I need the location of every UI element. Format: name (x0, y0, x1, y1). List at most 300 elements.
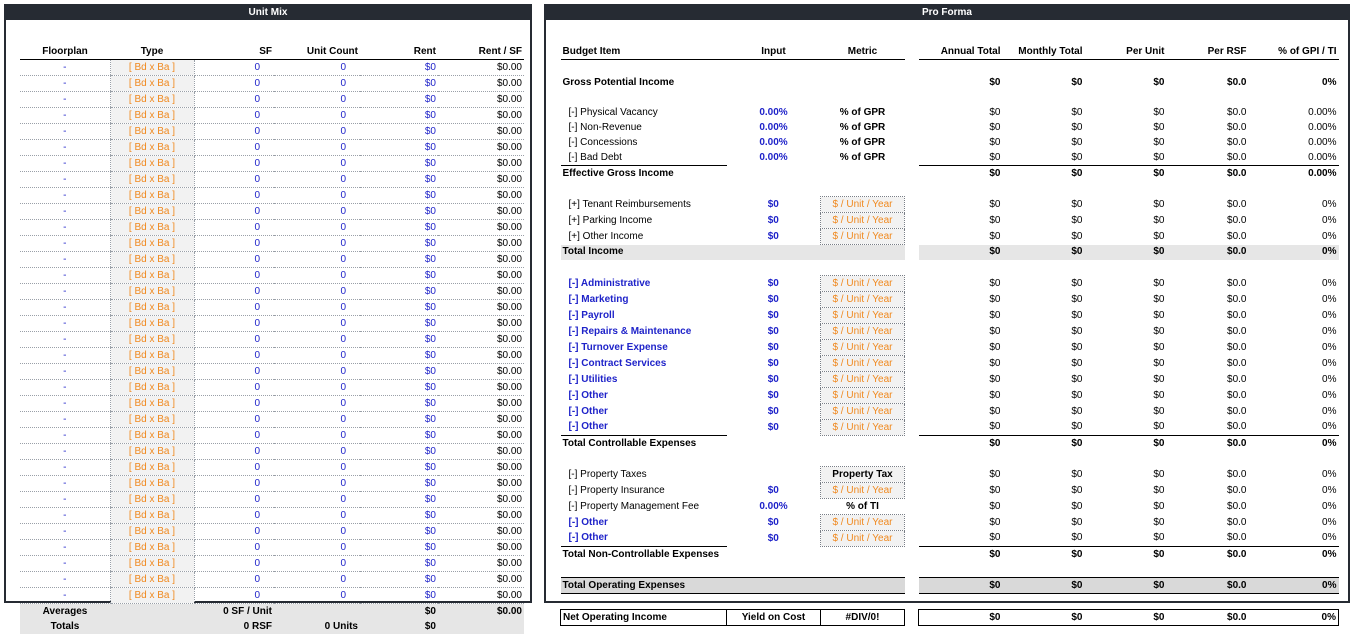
type-cell[interactable]: [ Bd x Ba ] (110, 124, 194, 140)
unit-count-cell[interactable]: 0 (274, 252, 360, 268)
floorplan-cell[interactable]: - (20, 172, 110, 188)
budget-row (561, 105, 1339, 120)
rent-sf-cell: $0.00 (438, 124, 524, 140)
floorplan-cell[interactable]: - (20, 492, 110, 508)
sf-cell[interactable]: 0 (194, 76, 274, 92)
floorplan-cell[interactable]: - (20, 396, 110, 412)
unit-count-cell[interactable]: 0 (274, 428, 360, 444)
metric-cell[interactable]: $ / Unit / Year (821, 324, 905, 340)
annual-total-cell: $0 (989, 309, 1001, 321)
floorplan-cell[interactable]: - (20, 140, 110, 156)
rent-cell[interactable]: $0 (360, 284, 438, 300)
rent-sf-cell: $0.00 (438, 412, 524, 428)
pct-of-gpi-cell: 0% (1322, 309, 1337, 321)
input-cell[interactable]: $0 (767, 532, 779, 544)
budget-item-label: [-] Property Management Fee (568, 500, 700, 512)
type-cell[interactable]: [ Bd x Ba ] (110, 508, 194, 524)
floorplan-cell[interactable]: - (20, 236, 110, 252)
metric-cell[interactable]: $ / Unit / Year (821, 340, 905, 356)
unit-count-cell[interactable]: 0 (274, 268, 360, 284)
rent-cell[interactable]: $0 (360, 188, 438, 204)
type-cell[interactable]: [ Bd x Ba ] (110, 156, 194, 172)
averages-label: Averages (20, 604, 110, 620)
sf-cell[interactable]: 0 (194, 188, 274, 204)
annual-total-cell: $0 (989, 500, 1001, 512)
sf-cell[interactable]: 0 (194, 396, 274, 412)
rent-sf-cell: $0.00 (438, 156, 524, 172)
floorplan-cell[interactable]: - (20, 588, 110, 604)
spacer-row (561, 181, 1339, 197)
rent-cell[interactable]: $0 (360, 300, 438, 316)
rent-cell[interactable]: $0 (360, 508, 438, 524)
type-cell[interactable]: [ Bd x Ba ] (110, 476, 194, 492)
unit-count-cell[interactable]: 0 (274, 204, 360, 220)
unit-row (20, 108, 524, 124)
rent-cell[interactable]: $0 (360, 156, 438, 172)
floorplan-cell[interactable]: - (20, 460, 110, 476)
sf-cell[interactable]: 0 (194, 556, 274, 572)
col-rent: Rent (360, 44, 438, 60)
type-cell[interactable]: [ Bd x Ba ] (110, 316, 194, 332)
sf-cell[interactable]: 0 (194, 140, 274, 156)
sf-cell[interactable]: 0 (194, 380, 274, 396)
unit-count-cell[interactable]: 0 (274, 76, 360, 92)
unit-count-cell[interactable]: 0 (274, 588, 360, 604)
unit-count-cell[interactable]: 0 (274, 92, 360, 108)
metric-cell[interactable]: $ / Unit / Year (821, 388, 905, 404)
unit-count-cell[interactable]: 0 (274, 508, 360, 524)
unit-count-cell[interactable]: 0 (274, 316, 360, 332)
rent-cell[interactable]: $0 (360, 60, 438, 76)
pct-of-gpi-cell: 0.00% (1249, 166, 1339, 182)
sf-cell[interactable]: 0 (194, 60, 274, 76)
metric-cell[interactable]: $ / Unit / Year (821, 531, 905, 547)
pct-of-gpi-cell: 0% (1322, 198, 1337, 210)
col-rent-sf: Rent / SF (438, 44, 524, 60)
unit-count-cell[interactable]: 0 (274, 60, 360, 76)
type-cell[interactable]: [ Bd x Ba ] (110, 556, 194, 572)
input-cell[interactable]: $0 (767, 325, 779, 337)
budget-item-label: [+] Tenant Reimbursements (568, 198, 691, 210)
sf-cell[interactable]: 0 (194, 316, 274, 332)
per-unit-cell: $0 (1153, 121, 1165, 133)
rent-sf-cell: $0.00 (438, 92, 524, 108)
unit-count-cell[interactable]: 0 (274, 460, 360, 476)
sf-cell[interactable]: 0 (194, 492, 274, 508)
metric-cell[interactable]: $ / Unit / Year (821, 356, 905, 372)
unit-count-cell[interactable]: 0 (274, 492, 360, 508)
sf-cell[interactable]: 0 (194, 156, 274, 172)
budget-row (561, 135, 1339, 150)
rent-cell[interactable]: $0 (360, 172, 438, 188)
input-cell[interactable]: $0 (767, 198, 779, 210)
rent-sf-cell: $0.00 (438, 588, 524, 604)
unit-count-cell[interactable]: 0 (274, 556, 360, 572)
per-unit-cell: $0 (1153, 198, 1165, 210)
rent-cell[interactable]: $0 (360, 588, 438, 604)
per-rsf-cell: $0.0 (1227, 277, 1247, 289)
budget-item-label: Net Operating Income (561, 610, 727, 626)
type-cell[interactable]: [ Bd x Ba ] (110, 588, 194, 604)
rent-cell[interactable]: $0 (360, 204, 438, 220)
floorplan-cell[interactable]: - (20, 188, 110, 204)
floorplan-cell[interactable]: - (20, 284, 110, 300)
metric-cell: % of TI (846, 500, 879, 512)
type-cell[interactable]: [ Bd x Ba ] (110, 108, 194, 124)
unit-count-cell[interactable]: 0 (274, 124, 360, 140)
rent-cell[interactable]: $0 (360, 76, 438, 92)
unit-count-cell[interactable]: 0 (274, 540, 360, 556)
input-cell (727, 75, 821, 90)
pct-of-gpi-cell: 0% (1249, 610, 1339, 626)
unit-count-cell[interactable]: 0 (274, 476, 360, 492)
rent-sf-cell: $0.00 (438, 396, 524, 412)
sf-cell[interactable]: 0 (194, 92, 274, 108)
rent-cell[interactable]: $0 (360, 236, 438, 252)
type-cell[interactable]: [ Bd x Ba ] (110, 492, 194, 508)
floorplan-cell[interactable]: - (20, 108, 110, 124)
floorplan-cell[interactable]: - (20, 444, 110, 460)
monthly-total-cell: $0 (1071, 421, 1083, 433)
per-unit-cell: $0 (1085, 578, 1167, 594)
annual-total-cell: $0 (989, 516, 1001, 528)
floorplan-cell[interactable]: - (20, 220, 110, 236)
sf-cell[interactable]: 0 (194, 220, 274, 236)
rent-sf-cell: $0.00 (438, 332, 524, 348)
unit-row (20, 236, 524, 252)
floorplan-cell[interactable]: - (20, 572, 110, 588)
monthly-total-cell: $0 (1071, 389, 1083, 401)
metric-cell[interactable]: $ / Unit / Year (821, 292, 905, 308)
unit-count-cell[interactable]: 0 (274, 108, 360, 124)
metric-cell[interactable]: $ / Unit / Year (821, 420, 905, 436)
input-cell[interactable]: 0.00% (759, 136, 788, 148)
sf-cell[interactable]: 0 (194, 348, 274, 364)
rent-cell[interactable]: $0 (360, 332, 438, 348)
sf-cell[interactable]: 0 (194, 412, 274, 428)
rent-cell[interactable]: $0 (360, 412, 438, 428)
input-cell[interactable]: 0.00% (759, 151, 788, 163)
sf-cell[interactable]: 0 (194, 300, 274, 316)
col-input: Input (727, 44, 821, 60)
budget-row (561, 420, 1339, 436)
sf-cell[interactable]: 0 (194, 444, 274, 460)
rent-cell[interactable]: $0 (360, 140, 438, 156)
metric-cell[interactable]: $ / Unit / Year (821, 276, 905, 292)
sf-cell[interactable]: 0 (194, 460, 274, 476)
per-rsf-cell: $0.0 (1227, 214, 1247, 226)
per-unit-cell: $0 (1153, 357, 1165, 369)
input-cell[interactable]: $0 (767, 277, 779, 289)
metric-cell[interactable]: $ / Unit / Year (821, 404, 905, 420)
unit-row (20, 588, 524, 604)
rent-cell[interactable]: $0 (360, 364, 438, 380)
type-cell[interactable]: [ Bd x Ba ] (110, 444, 194, 460)
sf-cell[interactable]: 0 (194, 364, 274, 380)
floorplan-cell[interactable]: - (20, 428, 110, 444)
sf-cell[interactable]: 0 (194, 524, 274, 540)
unit-count-cell[interactable]: 0 (274, 364, 360, 380)
input-cell[interactable]: $0 (767, 373, 779, 385)
type-cell[interactable]: [ Bd x Ba ] (110, 268, 194, 284)
rent-cell[interactable]: $0 (360, 380, 438, 396)
type-cell[interactable]: [ Bd x Ba ] (110, 284, 194, 300)
floorplan-cell[interactable]: - (20, 556, 110, 572)
unit-count-cell[interactable]: 0 (274, 332, 360, 348)
unit-count-cell[interactable]: 0 (274, 444, 360, 460)
input-cell[interactable]: $0 (767, 341, 779, 353)
unit-count-cell[interactable]: 0 (274, 348, 360, 364)
per-unit-cell: $0 (1153, 106, 1165, 118)
spacer-row (561, 451, 1339, 467)
type-cell[interactable]: [ Bd x Ba ] (110, 412, 194, 428)
per-unit-cell: $0 (1153, 309, 1165, 321)
budget-row (561, 610, 1339, 626)
type-cell[interactable]: [ Bd x Ba ] (110, 540, 194, 556)
per-rsf-cell: $0.0 (1227, 468, 1247, 480)
rent-cell[interactable]: $0 (360, 492, 438, 508)
annual-total-cell: $0 (989, 325, 1001, 337)
rent-cell[interactable]: $0 (360, 316, 438, 332)
input-cell[interactable]: $0 (767, 389, 779, 401)
rent-cell[interactable]: $0 (360, 556, 438, 572)
type-cell[interactable]: [ Bd x Ba ] (110, 348, 194, 364)
rent-cell[interactable]: $0 (360, 572, 438, 588)
sf-cell[interactable]: 0 (194, 124, 274, 140)
floorplan-cell[interactable]: - (20, 348, 110, 364)
sf-cell[interactable]: 0 (194, 540, 274, 556)
rent-cell[interactable]: $0 (360, 92, 438, 108)
metric-cell[interactable]: $ / Unit / Year (821, 197, 905, 213)
input-cell (727, 578, 821, 594)
input-cell[interactable]: 0.00% (759, 121, 788, 133)
floorplan-cell[interactable]: - (20, 300, 110, 316)
unit-count-cell[interactable]: 0 (274, 396, 360, 412)
budget-row (561, 292, 1339, 308)
per-rsf-cell: $0.0 (1227, 500, 1247, 512)
metric-cell[interactable]: $ / Unit / Year (821, 229, 905, 245)
type-cell[interactable]: [ Bd x Ba ] (110, 364, 194, 380)
rent-cell[interactable]: $0 (360, 460, 438, 476)
type-cell[interactable]: [ Bd x Ba ] (110, 76, 194, 92)
per-rsf-cell: $0.0 (1227, 341, 1247, 353)
budget-row (561, 515, 1339, 531)
rent-cell[interactable]: $0 (360, 396, 438, 412)
rent-cell[interactable]: $0 (360, 524, 438, 540)
budget-row (561, 120, 1339, 135)
unit-count-cell[interactable]: 0 (274, 524, 360, 540)
floorplan-cell[interactable]: - (20, 380, 110, 396)
sf-cell[interactable]: 0 (194, 588, 274, 604)
per-unit-cell: $0 (1085, 166, 1167, 182)
monthly-total-cell: $0 (1071, 76, 1083, 88)
unit-count-cell[interactable]: 0 (274, 300, 360, 316)
metric-cell[interactable]: $ / Unit / Year (821, 372, 905, 388)
type-cell[interactable]: [ Bd x Ba ] (110, 92, 194, 108)
floorplan-cell[interactable]: - (20, 252, 110, 268)
floorplan-cell[interactable]: - (20, 124, 110, 140)
rent-cell[interactable]: $0 (360, 252, 438, 268)
pct-of-gpi-cell: 0% (1322, 421, 1337, 433)
monthly-total-cell: $0 (1071, 198, 1083, 210)
budget-row (561, 340, 1339, 356)
input-cell[interactable]: 0.00% (759, 106, 788, 118)
unit-count-cell[interactable]: 0 (274, 220, 360, 236)
col-monthly-total: Monthly Total (1003, 44, 1085, 60)
per-rsf-cell: $0.0 (1167, 547, 1249, 563)
floorplan-cell[interactable]: - (20, 92, 110, 108)
rent-cell[interactable]: $0 (360, 108, 438, 124)
col-type: Type (110, 44, 194, 60)
pro-forma-panel (544, 4, 1350, 623)
input-cell[interactable]: 0.00% (759, 500, 788, 512)
unit-count-cell[interactable]: 0 (274, 284, 360, 300)
rent-cell[interactable]: $0 (360, 220, 438, 236)
sf-cell[interactable]: 0 (194, 572, 274, 588)
sf-cell[interactable]: 0 (194, 252, 274, 268)
unit-count-cell[interactable]: 0 (274, 380, 360, 396)
metric-cell[interactable]: $ / Unit / Year (821, 515, 905, 531)
floorplan-cell[interactable]: - (20, 364, 110, 380)
budget-item-label: [-] Other (568, 389, 608, 401)
sf-cell[interactable]: 0 (194, 108, 274, 124)
floorplan-cell[interactable]: - (20, 156, 110, 172)
pct-of-gpi-cell: 0.00% (1308, 136, 1337, 148)
floorplan-cell[interactable]: - (20, 476, 110, 492)
sf-cell[interactable]: 0 (194, 172, 274, 188)
type-cell[interactable]: [ Bd x Ba ] (110, 140, 194, 156)
budget-item-label: [-] Other (568, 516, 608, 528)
metric-cell (821, 166, 905, 182)
metric-cell[interactable]: Property Tax (821, 467, 905, 483)
type-cell[interactable]: [ Bd x Ba ] (110, 236, 194, 252)
rent-cell[interactable]: $0 (360, 268, 438, 284)
budget-row (561, 166, 1339, 182)
type-cell[interactable]: [ Bd x Ba ] (110, 460, 194, 476)
unit-count-cell[interactable]: 0 (274, 172, 360, 188)
input-cell[interactable]: $0 (767, 357, 779, 369)
unit-count-cell[interactable]: 0 (274, 156, 360, 172)
per-unit-cell: $0 (1153, 76, 1165, 88)
rent-cell[interactable]: $0 (360, 540, 438, 556)
budget-row (561, 356, 1339, 372)
type-cell[interactable]: [ Bd x Ba ] (110, 60, 194, 76)
type-cell[interactable]: [ Bd x Ba ] (110, 172, 194, 188)
input-cell[interactable]: $0 (767, 421, 779, 433)
metric-cell[interactable]: $ / Unit / Year (821, 308, 905, 324)
sf-cell[interactable]: 0 (194, 236, 274, 252)
rent-cell[interactable]: $0 (360, 124, 438, 140)
budget-item-label: [-] Property Insurance (568, 484, 665, 496)
unit-count-cell[interactable]: 0 (274, 572, 360, 588)
rent-sf-cell: $0.00 (438, 188, 524, 204)
floorplan-cell[interactable]: - (20, 204, 110, 220)
budget-item-label: [-] Other (568, 421, 608, 433)
floorplan-cell[interactable]: - (20, 76, 110, 92)
floorplan-cell[interactable]: - (20, 540, 110, 556)
unit-row (20, 252, 524, 268)
input-cell[interactable]: $0 (767, 309, 779, 321)
pct-of-gpi-cell: 0% (1322, 373, 1337, 385)
type-cell[interactable]: [ Bd x Ba ] (110, 524, 194, 540)
type-cell[interactable]: [ Bd x Ba ] (110, 188, 194, 204)
rent-cell[interactable]: $0 (360, 428, 438, 444)
sf-cell[interactable]: 0 (194, 476, 274, 492)
unit-count-cell[interactable]: 0 (274, 236, 360, 252)
floorplan-cell[interactable]: - (20, 508, 110, 524)
col-metric: Metric (821, 44, 905, 60)
type-cell[interactable]: [ Bd x Ba ] (110, 204, 194, 220)
unit-row (20, 364, 524, 380)
per-rsf-cell: $0.0 (1227, 76, 1247, 88)
metric-cell: % of GPR (839, 106, 886, 118)
floorplan-cell[interactable]: - (20, 412, 110, 428)
per-rsf-cell: $0.0 (1227, 389, 1247, 401)
type-cell[interactable]: [ Bd x Ba ] (110, 380, 194, 396)
per-unit-cell: $0 (1153, 230, 1165, 242)
floorplan-cell[interactable]: - (20, 268, 110, 284)
per-rsf-cell: $0.0 (1227, 516, 1247, 528)
floorplan-cell[interactable]: - (20, 524, 110, 540)
budget-item-label: Total Operating Expenses (561, 578, 727, 594)
rent-cell[interactable]: $0 (360, 348, 438, 364)
input-cell[interactable]: $0 (767, 214, 779, 226)
per-unit-cell: $0 (1153, 532, 1165, 544)
sf-cell[interactable]: 0 (194, 332, 274, 348)
sf-cell[interactable]: 0 (194, 428, 274, 444)
sf-cell[interactable]: 0 (194, 508, 274, 524)
unit-row (20, 76, 524, 92)
input-cell[interactable]: $0 (767, 293, 779, 305)
type-cell[interactable]: [ Bd x Ba ] (110, 572, 194, 588)
type-cell[interactable]: [ Bd x Ba ] (110, 300, 194, 316)
input-cell[interactable]: $0 (767, 405, 779, 417)
annual-total-cell: $0 (989, 230, 1001, 242)
spacer-row (561, 60, 1339, 76)
unit-count-cell[interactable]: 0 (274, 412, 360, 428)
rent-cell[interactable]: $0 (360, 444, 438, 460)
input-cell[interactable]: $0 (767, 484, 779, 496)
per-rsf-cell: $0.0 (1227, 532, 1247, 544)
per-rsf-cell: $0.0 (1227, 151, 1247, 163)
type-cell[interactable]: [ Bd x Ba ] (110, 220, 194, 236)
sf-cell[interactable]: 0 (194, 284, 274, 300)
type-cell[interactable]: [ Bd x Ba ] (110, 332, 194, 348)
totals-label: Totals (20, 619, 110, 634)
unit-count-cell[interactable]: 0 (274, 188, 360, 204)
metric-cell[interactable]: $ / Unit / Year (821, 483, 905, 499)
type-cell[interactable]: [ Bd x Ba ] (110, 252, 194, 268)
input-cell[interactable] (727, 467, 821, 483)
floorplan-cell[interactable]: - (20, 316, 110, 332)
metric-cell[interactable]: $ / Unit / Year (821, 213, 905, 229)
floorplan-cell[interactable]: - (20, 332, 110, 348)
input-cell[interactable]: $0 (767, 516, 779, 528)
floorplan-cell[interactable]: - (20, 60, 110, 76)
sf-cell[interactable]: 0 (194, 204, 274, 220)
type-cell[interactable]: [ Bd x Ba ] (110, 396, 194, 412)
rent-sf-cell: $0.00 (438, 348, 524, 364)
sf-cell[interactable]: 0 (194, 268, 274, 284)
type-cell[interactable]: [ Bd x Ba ] (110, 428, 194, 444)
monthly-total-cell: $0 (1071, 121, 1083, 133)
rent-sf-cell: $0.00 (438, 172, 524, 188)
col-floorplan: Floorplan (20, 44, 110, 60)
budget-row (561, 436, 1339, 452)
input-cell[interactable]: $0 (767, 230, 779, 242)
rent-cell[interactable]: $0 (360, 476, 438, 492)
unit-count-cell[interactable]: 0 (274, 140, 360, 156)
